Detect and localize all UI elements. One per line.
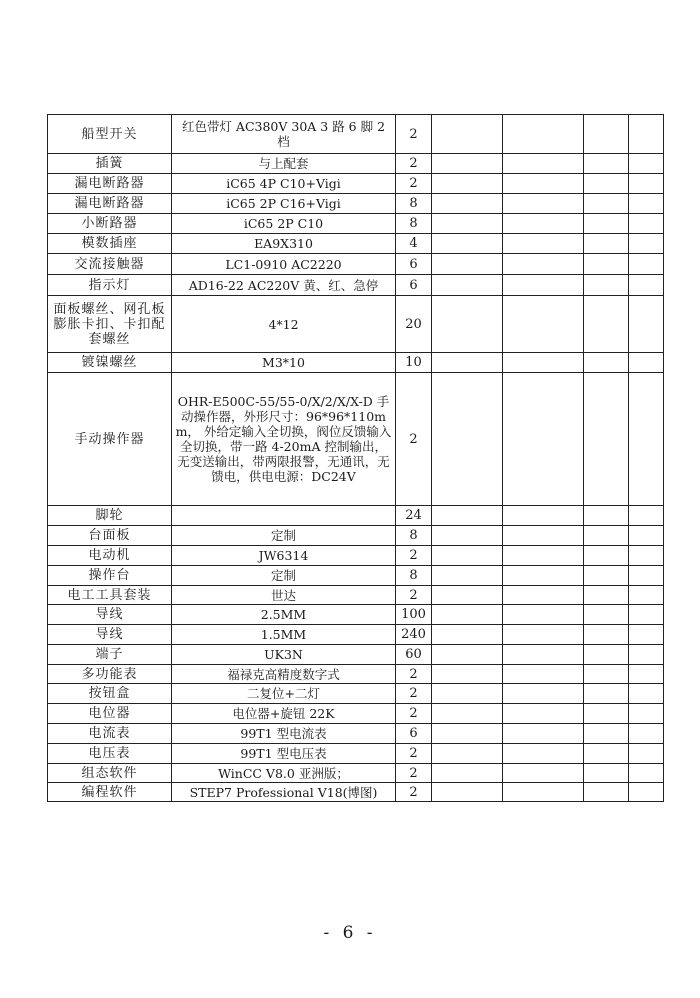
empty-cell (584, 665, 629, 684)
empty-cell (432, 194, 503, 214)
table-row (48, 764, 664, 783)
table-row (48, 194, 664, 214)
table-row (48, 684, 664, 704)
table-row (48, 506, 664, 526)
empty-cell (629, 665, 664, 684)
empty-cell (503, 645, 584, 665)
empty-cell (432, 174, 503, 194)
item-name-cell: 组态软件 (48, 764, 172, 783)
empty-cell (584, 566, 629, 586)
equipment-table (47, 114, 664, 802)
empty-cell (629, 566, 664, 586)
item-quantity-cell: 60 (396, 645, 432, 665)
empty-cell (629, 174, 664, 194)
empty-cell (503, 154, 584, 174)
item-name-cell: 导线 (48, 605, 172, 625)
empty-cell (629, 115, 664, 154)
empty-cell (584, 764, 629, 783)
item-name-cell: 模数插座 (48, 234, 172, 254)
empty-cell (629, 684, 664, 704)
empty-cell (629, 625, 664, 645)
empty-cell (584, 704, 629, 724)
empty-cell (629, 605, 664, 625)
empty-cell (503, 744, 584, 764)
empty-cell (432, 704, 503, 724)
table-row (48, 665, 664, 684)
item-spec-cell: iC65 2P C10 (172, 214, 396, 234)
item-spec-cell: 定制 (172, 526, 396, 546)
empty-cell (584, 586, 629, 605)
item-spec-cell: 99T1 型电压表 (172, 744, 396, 764)
empty-cell (503, 586, 584, 605)
table-row (48, 275, 664, 296)
table-row (48, 586, 664, 605)
item-spec-cell: 2.5MM (172, 605, 396, 625)
empty-cell (503, 724, 584, 744)
empty-cell (584, 234, 629, 254)
item-name-cell: 脚轮 (48, 506, 172, 526)
item-quantity-cell: 240 (396, 625, 432, 645)
item-quantity-cell: 2 (396, 115, 432, 154)
table-row (48, 296, 664, 353)
empty-cell (503, 526, 584, 546)
empty-cell (629, 586, 664, 605)
empty-cell (432, 234, 503, 254)
table-row (48, 546, 664, 566)
item-quantity-cell: 2 (396, 546, 432, 566)
item-spec-cell: 1.5MM (172, 625, 396, 645)
item-name-cell: 电动机 (48, 546, 172, 566)
item-quantity-cell: 6 (396, 275, 432, 296)
empty-cell (503, 704, 584, 724)
item-spec-cell (172, 506, 396, 526)
empty-cell (629, 194, 664, 214)
item-spec-cell: 福禄克高精度数字式 (172, 665, 396, 684)
empty-cell (629, 764, 664, 783)
item-name-cell: 按钮盒 (48, 684, 172, 704)
empty-cell (629, 373, 664, 506)
empty-cell (584, 194, 629, 214)
item-quantity-cell: 2 (396, 684, 432, 704)
item-quantity-cell: 2 (396, 174, 432, 194)
item-spec-cell: 电位器+旋钮 22K (172, 704, 396, 724)
empty-cell (629, 296, 664, 353)
item-name-cell: 船型开关 (48, 115, 172, 154)
item-name-cell: 插簧 (48, 154, 172, 174)
empty-cell (584, 625, 629, 645)
item-quantity-cell: 2 (396, 373, 432, 506)
empty-cell (584, 373, 629, 506)
item-quantity-cell: 24 (396, 506, 432, 526)
empty-cell (584, 645, 629, 665)
table-row (48, 214, 664, 234)
empty-cell (432, 605, 503, 625)
item-quantity-cell: 6 (396, 724, 432, 744)
empty-cell (432, 154, 503, 174)
empty-cell (432, 625, 503, 645)
item-quantity-cell: 2 (396, 154, 432, 174)
empty-cell (432, 254, 503, 275)
empty-cell (503, 605, 584, 625)
table-row (48, 526, 664, 546)
empty-cell (629, 546, 664, 566)
table-row (48, 174, 664, 194)
item-spec-cell: AD16-22 AC220V 黄、红、急停 (172, 275, 396, 296)
empty-cell (584, 506, 629, 526)
item-spec-cell: WinCC V8.0 亚洲版； (172, 764, 396, 783)
empty-cell (503, 764, 584, 783)
empty-cell (584, 296, 629, 353)
empty-cell (629, 526, 664, 546)
item-name-cell: 导线 (48, 625, 172, 645)
empty-cell (503, 625, 584, 645)
item-name-cell: 交流接触器 (48, 254, 172, 275)
item-quantity-cell: 4 (396, 234, 432, 254)
item-spec-cell: UK3N (172, 645, 396, 665)
empty-cell (584, 353, 629, 373)
empty-cell (432, 724, 503, 744)
item-quantity-cell: 2 (396, 586, 432, 605)
empty-cell (503, 566, 584, 586)
empty-cell (432, 546, 503, 566)
empty-cell (629, 724, 664, 744)
empty-cell (629, 275, 664, 296)
empty-cell (432, 296, 503, 353)
item-quantity-cell: 6 (396, 254, 432, 275)
empty-cell (503, 373, 584, 506)
item-quantity-cell: 8 (396, 194, 432, 214)
item-spec-cell: LC1-0910 AC2220 (172, 254, 396, 275)
empty-cell (432, 275, 503, 296)
empty-cell (584, 783, 629, 802)
table-row (48, 783, 664, 802)
item-quantity-cell: 20 (396, 296, 432, 353)
empty-cell (503, 783, 584, 802)
empty-cell (503, 506, 584, 526)
item-name-cell: 编程软件 (48, 783, 172, 802)
item-spec-cell: 定制 (172, 566, 396, 586)
empty-cell (432, 506, 503, 526)
empty-cell (629, 704, 664, 724)
empty-cell (503, 174, 584, 194)
item-quantity-cell: 100 (396, 605, 432, 625)
empty-cell (629, 645, 664, 665)
item-name-cell: 漏电断路器 (48, 174, 172, 194)
empty-cell (432, 645, 503, 665)
item-quantity-cell: 8 (396, 566, 432, 586)
empty-cell (629, 234, 664, 254)
empty-cell (503, 296, 584, 353)
empty-cell (584, 214, 629, 234)
empty-cell (432, 783, 503, 802)
empty-cell (503, 115, 584, 154)
table-row (48, 353, 664, 373)
empty-cell (629, 214, 664, 234)
item-spec-cell: 4*12 (172, 296, 396, 353)
item-spec-cell: 二复位+二灯 (172, 684, 396, 704)
item-name-cell: 镀镍螺丝 (48, 353, 172, 373)
item-name-cell: 漏电断路器 (48, 194, 172, 214)
item-spec-cell: 99T1 型电流表 (172, 724, 396, 744)
item-name-cell: 台面板 (48, 526, 172, 546)
table-row (48, 566, 664, 586)
empty-cell (503, 275, 584, 296)
empty-cell (503, 665, 584, 684)
empty-cell (629, 783, 664, 802)
empty-cell (503, 684, 584, 704)
item-spec-cell: 与上配套 (172, 154, 396, 174)
item-spec-cell: EA9X310 (172, 234, 396, 254)
item-spec-cell: OHR-E500C-55/55-0/X/2/X/X-D 手动操作器，外形尺寸：96*96*110mm， 外给定输入全切换，阀位反馈输入全切换，带一路 4-20mA 控制输出，无变送输出，带两限报警，无通讯，无馈电，供电电源：DC24V (172, 373, 396, 506)
item-name-cell: 手动操作器 (48, 373, 172, 506)
item-quantity-cell: 2 (396, 764, 432, 783)
table-row (48, 724, 664, 744)
item-quantity-cell: 2 (396, 783, 432, 802)
empty-cell (432, 586, 503, 605)
item-name-cell: 面板螺丝、网孔板膨胀卡扣、卡扣配套螺丝 (48, 296, 172, 353)
empty-cell (584, 526, 629, 546)
item-quantity-cell: 8 (396, 526, 432, 546)
table-row (48, 605, 664, 625)
empty-cell (432, 115, 503, 154)
item-name-cell: 电位器 (48, 704, 172, 724)
item-name-cell: 操作台 (48, 566, 172, 586)
empty-cell (503, 546, 584, 566)
item-quantity-cell: 8 (396, 214, 432, 234)
table-row (48, 254, 664, 275)
item-name-cell: 电工工具套装 (48, 586, 172, 605)
empty-cell (503, 353, 584, 373)
empty-cell (432, 684, 503, 704)
item-quantity-cell: 2 (396, 744, 432, 764)
empty-cell (584, 744, 629, 764)
empty-cell (584, 546, 629, 566)
empty-cell (629, 744, 664, 764)
item-spec-cell: 红色带灯 AC380V 30A 3 路 6 脚 2 档 (172, 115, 396, 154)
empty-cell (432, 214, 503, 234)
empty-cell (432, 744, 503, 764)
item-name-cell: 多功能表 (48, 665, 172, 684)
empty-cell (584, 684, 629, 704)
table-row (48, 645, 664, 665)
table-row (48, 704, 664, 724)
item-spec-cell: STEP7 Professional V18(博图) (172, 783, 396, 802)
empty-cell (432, 373, 503, 506)
page-number: - 6 - (323, 923, 377, 943)
item-quantity-cell: 2 (396, 665, 432, 684)
equipment-table-body (48, 115, 664, 802)
table-row (48, 154, 664, 174)
empty-cell (584, 115, 629, 154)
empty-cell (629, 506, 664, 526)
table-row (48, 744, 664, 764)
empty-cell (584, 254, 629, 275)
item-spec-cell: 世达 (172, 586, 396, 605)
empty-cell (432, 665, 503, 684)
empty-cell (503, 254, 584, 275)
item-quantity-cell: 10 (396, 353, 432, 373)
empty-cell (629, 254, 664, 275)
empty-cell (432, 353, 503, 373)
item-name-cell: 小断路器 (48, 214, 172, 234)
empty-cell (584, 724, 629, 744)
empty-cell (584, 154, 629, 174)
empty-cell (503, 214, 584, 234)
item-name-cell: 端子 (48, 645, 172, 665)
empty-cell (432, 764, 503, 783)
empty-cell (629, 353, 664, 373)
table-row (48, 115, 664, 154)
empty-cell (584, 605, 629, 625)
item-quantity-cell: 2 (396, 704, 432, 724)
item-spec-cell: iC65 2P C16+Vigi (172, 194, 396, 214)
table-row (48, 625, 664, 645)
empty-cell (503, 194, 584, 214)
item-name-cell: 指示灯 (48, 275, 172, 296)
empty-cell (584, 174, 629, 194)
table-row (48, 373, 664, 506)
empty-cell (432, 526, 503, 546)
item-spec-cell: iC65 4P C10+Vigi (172, 174, 396, 194)
item-name-cell: 电压表 (48, 744, 172, 764)
item-spec-cell: JW6314 (172, 546, 396, 566)
table-row (48, 234, 664, 254)
item-name-cell: 电流表 (48, 724, 172, 744)
empty-cell (432, 566, 503, 586)
empty-cell (629, 154, 664, 174)
empty-cell (503, 234, 584, 254)
empty-cell (584, 275, 629, 296)
item-spec-cell: M3*10 (172, 353, 396, 373)
